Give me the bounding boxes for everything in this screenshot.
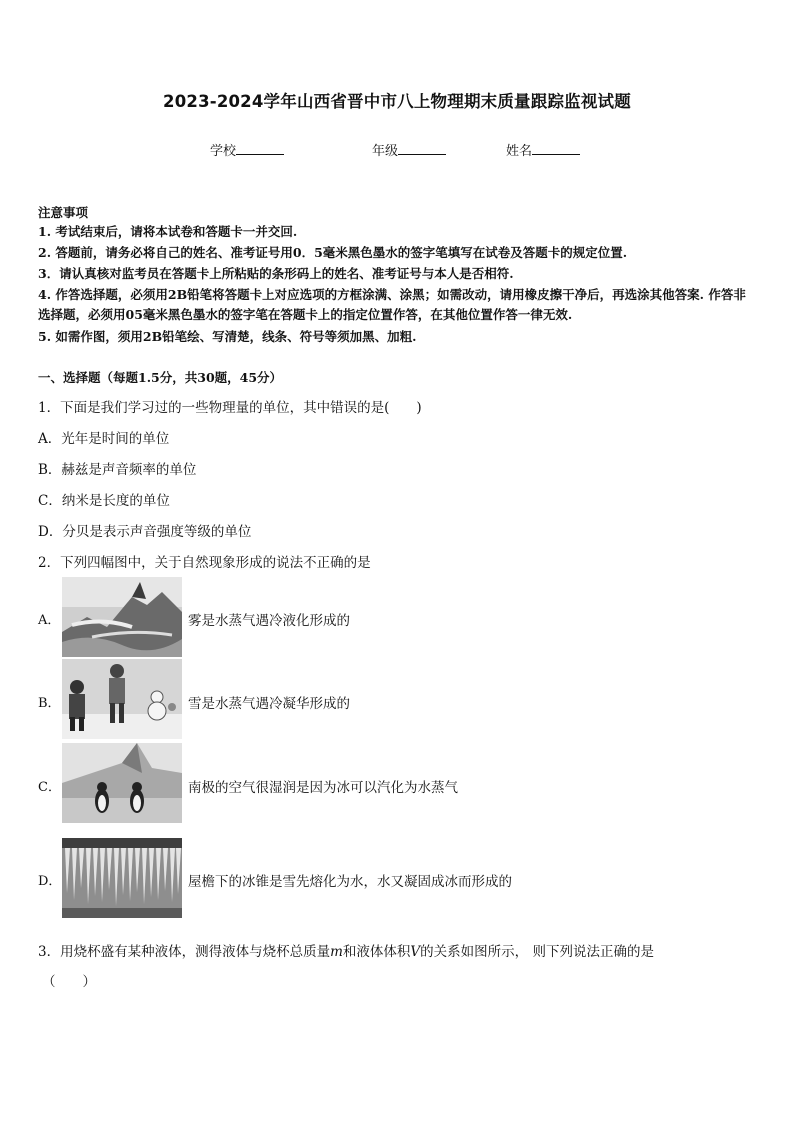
question-1-stem: 1．下面是我们学习过的一些物理量的单位，其中错误的是( ) [38, 400, 422, 416]
note-item: 1. 考试结束后，请将本试卷和答题卡一并交回. [38, 224, 298, 239]
q2-option-c-text: 南极的空气很湿润是因为冰可以汽化为水蒸气 [188, 780, 458, 796]
q3-stem-part-a: 3．用烧杯盛有某种液体，测得液体与烧杯总质量 [38, 944, 331, 960]
q1-option-c: C．纳米是长度的单位 [38, 493, 170, 509]
antarctic-penguins-image [62, 743, 182, 823]
name-blank [532, 142, 580, 155]
grade-field [372, 140, 446, 159]
school-field [210, 140, 284, 159]
q3-stem-part-b: 和液体体积 [342, 944, 411, 960]
fog-image [62, 577, 182, 657]
school-blank [236, 142, 284, 155]
question-3-stem [38, 940, 654, 960]
q1-option-b: B．赫兹是声音频率的单位 [38, 462, 197, 478]
q3-stem-part-c: 的关系如图所示， 则下列说法正确的是 [420, 944, 654, 960]
q2-option-a-text: 雾是水蒸气遇冷液化形成的 [188, 613, 350, 629]
q2-option-c-label: C． [38, 780, 61, 795]
q1-option-a: A．光年是时间的单位 [38, 431, 170, 447]
note-item: 5. 如需作图，须用2B铅笔绘、写清楚，线条、符号等须加黑、加粗. [38, 329, 417, 344]
q2-option-b-text: 雪是水蒸气遇冷凝华形成的 [188, 696, 350, 712]
q2-option-a-label: A． [38, 613, 61, 628]
snow-image [62, 659, 182, 739]
name-label: 姓名 [506, 144, 533, 159]
notes-heading: 注意事项 [38, 205, 89, 220]
q3-variable-v: V [410, 944, 421, 960]
section-heading: 一、选择题（每题1.5分，共30题，45分） [38, 370, 283, 385]
name-field [506, 140, 580, 159]
q3-variable-m: m [330, 944, 343, 960]
note-item: 4. 作答选择题，必须用2B铅笔将答题卡上对应选项的方框涂满、涂黑；如需改动，请用橡皮擦干净后，再选涂其他答案. 作答非选择题，必须用05毫米黑色墨水的签字笔在答题卡上的指定位置作答，在其他位置作答一律无效. [38, 287, 746, 322]
q2-option-b-label: B． [38, 696, 61, 711]
school-label: 学校 [210, 144, 237, 159]
q3-answer-paren: （ ） [42, 974, 96, 990]
page-title: 2023-2024学年山西省晋中市八上物理期末质量跟踪监视试题 [163, 92, 631, 111]
note-item: 2. 答题前，请务必将自己的姓名、准考证号用0．5毫米黑色墨水的签字笔填写在试卷及答题卡的规定位置. [38, 245, 628, 260]
grade-blank [398, 142, 446, 155]
q2-option-d-text: 屋檐下的冰锥是雪先熔化为水，水又凝固成冰而形成的 [188, 874, 512, 890]
note-item: 3．请认真核对监考员在答题卡上所粘贴的条形码上的姓名、准考证号与本人是否相符. [38, 266, 514, 281]
icicles-image [62, 838, 182, 918]
q1-option-d: D．分贝是表示声音强度等级的单位 [38, 524, 252, 540]
grade-label: 年级 [372, 144, 399, 159]
question-2-stem: 2．下列四幅图中，关于自然现象形成的说法不正确的是 [38, 555, 371, 571]
q2-option-d-label: D． [38, 874, 62, 889]
